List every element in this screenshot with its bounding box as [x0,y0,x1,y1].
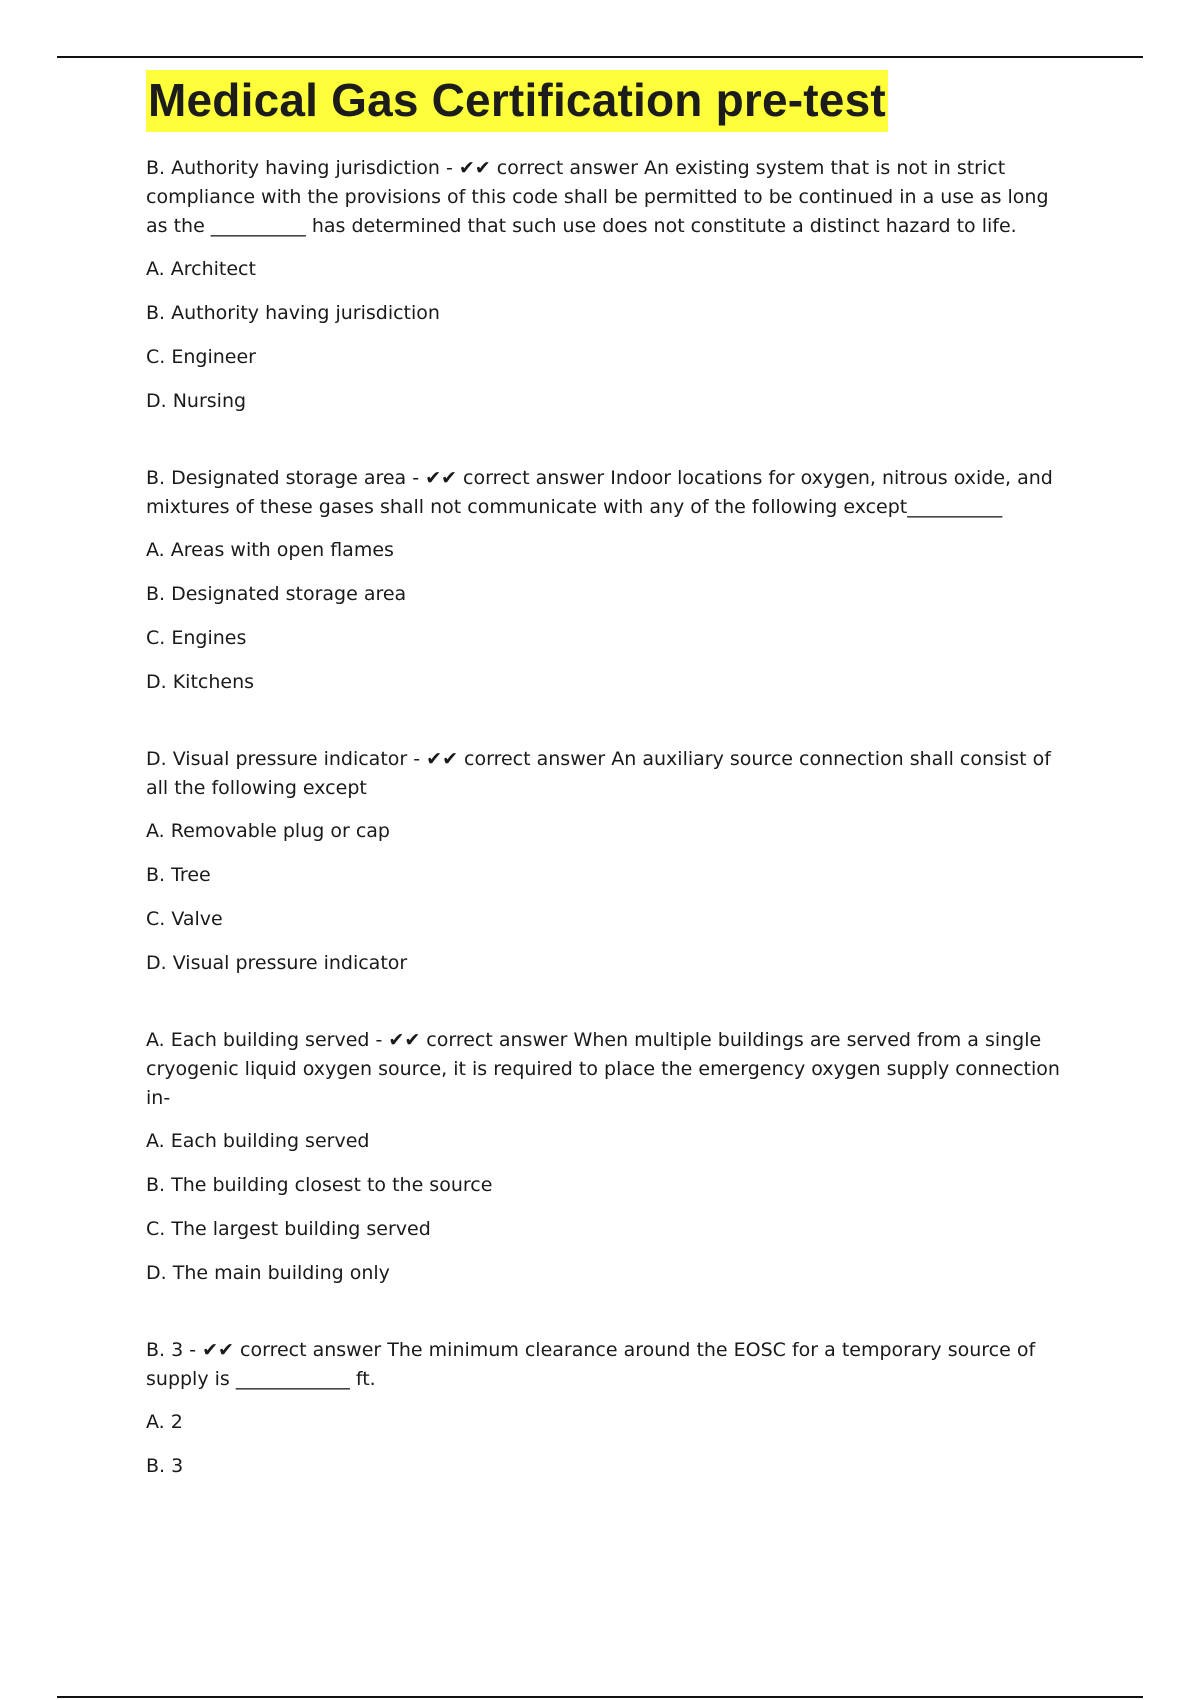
question-text: B. Designated storage area - ✔✔ correct answer Indoor locations for oxygen, nitrous oxide, and mixtures of these gases shall not communicate with any of the following except__________ [146,467,1053,518]
option-c: C. Valve [146,908,223,930]
answer-key: B. Designated storage area [146,467,407,489]
option-b: B. Authority having jurisdiction [146,302,440,324]
question-block [146,154,1066,416]
question-text: B. Authority having jurisdiction - ✔✔ correct answer An existing system that is not in strict compliance with the provisions of this code shall be permitted to be continued in a use as long as the __________ has determined that such use does not constitute a distinct hazard to life. [146,157,1049,237]
question-stem: An existing system that is not in strict compliance with the provisions of this code shall be permitted to be continued in a use as long as the __________ has determined that such use does not constitute a distinct hazard to life. [146,157,1049,237]
question-block [146,1026,1066,1288]
question-block [146,464,1066,697]
question-text: D. Visual pressure indicator - ✔✔ correct answer An auxiliary source connection shall consist of all the following except [146,748,1051,799]
answer-key: B. Authority having jurisdiction [146,157,440,179]
option-b: B. Tree [146,864,211,886]
question-stem: An auxiliary source connection shall consist of all the following except [146,748,1051,799]
answer-key: A. Each building served [146,1029,370,1051]
check-mark-icon: ✔✔ [426,748,458,770]
answer-prefix: correct answer [240,1339,382,1361]
option-b: B. The building closest to the source [146,1174,493,1196]
question-stem: Indoor locations for oxygen, nitrous oxide, and mixtures of these gases shall not communicate with any of the following except__________ [146,467,1053,518]
answer-key: D. Visual pressure indicator [146,748,408,770]
option-c: C. Engines [146,627,247,649]
option-d: D. Nursing [146,390,247,412]
check-mark-icon: ✔✔ [202,1339,234,1361]
question-text: B. 3 - ✔✔ correct answer The minimum clearance around the EOSC for a temporary source of supply is ____________ ft. [146,1339,1036,1390]
option-d: D. Kitchens [146,671,255,693]
option-d: D. The main building only [146,1262,390,1284]
option-c: C. The largest building served [146,1218,431,1240]
option-a: A. Areas with open flames [146,539,394,561]
page-title: Medical Gas Certification pre-test [146,70,888,132]
answer-key: B. 3 [146,1339,184,1361]
question-block [146,1336,1066,1481]
check-mark-icon: ✔✔ [425,467,457,489]
option-b: B. Designated storage area [146,583,407,605]
bottom-rule [57,1696,1143,1698]
check-mark-icon: ✔✔ [458,157,491,179]
option-b: B. 3 [146,1455,184,1477]
answer-prefix: correct answer [463,467,605,489]
option-c: C. Engineer [146,346,256,368]
question-stem: The minimum clearance around the EOSC for a temporary source of supply is ____________ ft. [146,1339,1036,1390]
answer-prefix: correct answer [426,1029,568,1051]
option-d: D. Visual pressure indicator [146,952,408,974]
option-a: A. Each building served [146,1130,370,1152]
answer-prefix: correct answer [496,157,638,179]
check-mark-icon: ✔✔ [388,1029,421,1051]
answer-prefix: correct answer [464,748,606,770]
question-stem: When multiple buildings are served from a single cryogenic liquid oxygen source, it is required to place the emergency oxygen supply connection in- [146,1029,1060,1109]
option-a: A. 2 [146,1411,183,1433]
option-a: A. Architect [146,258,256,280]
question-text: A. Each building served - ✔✔ correct answer When multiple buildings are served from a single cryogenic liquid oxygen source, it is required to place the emergency oxygen supply connection in- [146,1029,1060,1109]
option-a: A. Removable plug or cap [146,820,390,842]
document-body [146,70,1066,1481]
top-rule [57,56,1143,58]
question-block [146,745,1066,978]
